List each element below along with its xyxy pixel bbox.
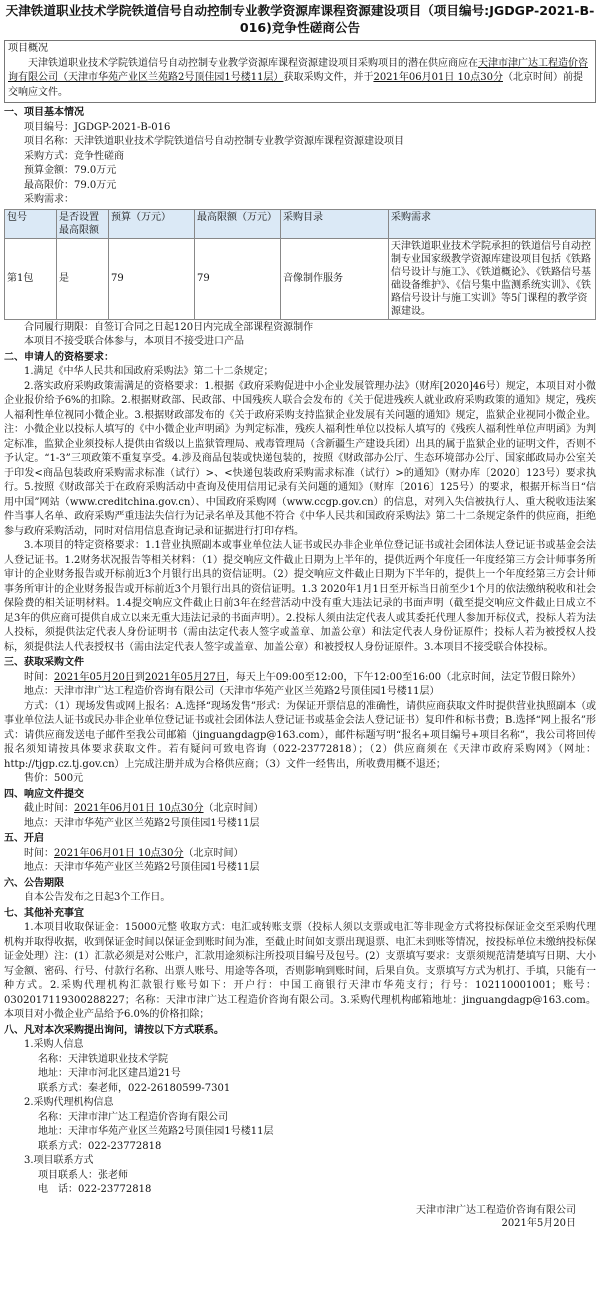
table-cell: 音像制作服务 <box>281 238 389 319</box>
contact-line: 地址：天津市华苑产业区兰苑路2号顶佳园1号楼11层 <box>38 1126 274 1137</box>
overview-text-1: 天津铁道职业技术学院铁道信号自动控制专业教学资源库课程资源建设项目采购项目的潜在供应商应在 <box>28 57 478 69</box>
table-cell: 79 <box>109 238 195 319</box>
table-header-row <box>5 209 596 238</box>
project-name: 项目名称：天津铁道职业技术学院铁道信号自动控制专业教学资源库课程资源建设项目 <box>24 136 404 147</box>
project-code: 项目编号：JGDGP-2021-B-016 <box>24 121 171 133</box>
obtain-method: 方式：（1）现场发售或网上报名：A.选择“现场发售”形式：为保证开票信息的准确性，请供应商获取文件时提供营业执照副本（或事业单位法人证书或民办非企业单位登记证书或社会团体法人登记证书或基金会法人登记证书）复印件和标书费；B.选择“网上报名”形式：请供应商发送电子邮件至我公司邮箱（jinguangdagp@163.com），邮件标题写明“报名+项目编号+项目名称”，我公司将回传报名须知请按具体要求获取文件。若有疑问可致电咨询（022-23772818）；（2）供应商须在《天津市政府采购网》（网址：http://tjgp.cz.tj.gov.cn）上完成注册并成为合格供应商；（3）文件一经售出，所收费用概不退还； <box>4 700 596 770</box>
contact-group-title: 1.采购人信息 <box>24 1039 84 1050</box>
table-cell: 天津铁道职业技术学院承担的铁道信号自动控制专业国家级教学资源库建设项目包括《铁路信号设计与施工》、《铁道概论》、《铁路信号基础设备维护》、《信号集中监测系统实训》、《铁路信号设计与施工实训》等5门课程的教学资源建设。 <box>389 238 596 319</box>
max-price: 最高限价：79.0万元 <box>24 179 117 191</box>
qualification-item: 3.本项目的特定资格要求：1.1营业执照副本或事业单位法人证书或民办非企业单位登记证书或社会团体法人登记证书或基金会法人登记证书。1.2财务状况报告等相关材料：（1）提交响应文件截止日期为上半年的，提供近两个年度任一年度经第三方会计师事务所审计的企业财务报告或开标前近3个月银行出具的资信证明。（2）提交响应文件截止日期为下半年的，提供上一个年度经第三方会计师事务所审计的企业财务报告或开标前近3个月银行出具的资信证明。1.3 2020年1月1日至开标当日前至少1个月的依法缴纳税收和社会保险费的相关证明材料。1.4提交响应文件截止日前3年在经营活动中没有重大违法记录的书面声明（截至提交响应文件截止日成立不足3年的供应商可提供自成立以来无重大违法记录的书面声明）。2.投标人须由法定代表人或其委托代理人参加开标仪式，投标人若为法人投标，须提供法定代表人身份证明书（需由法定代表人签字或盖章、加盖公章）和法定代表人身份证原件；投标人若为被授权人投标，须提供法人代表授权书（需由法定代表人签字或盖章、加盖公章）和被授权人身份证原件。3.本项目不接受联合体投标。 <box>4 540 596 653</box>
page-title: 天津铁道职业技术学院铁道信号自动控制专业教学资源库课程资源建设项目（项目编号:JGDGP-2021-B-016)竞争性磋商公告 <box>5 3 595 35</box>
table-header: 最高限额（万元） <box>195 209 281 238</box>
section-heading: 二、申请人的资格要求： <box>4 351 114 363</box>
table-header: 采购目录 <box>281 209 389 238</box>
contact-line: 联系方式：秦老师，022-26180599-7301 <box>38 1082 231 1094</box>
overview-deadline: 2021年06月01日 10点30分 <box>373 72 503 83</box>
submission-deadline-label: 截止时间： <box>24 803 74 814</box>
submission-deadline <box>4 802 596 817</box>
overview-label: 项目概况 <box>8 43 48 54</box>
overview-text-2: 获取采购文件，并于 <box>283 72 374 83</box>
table-header: 包号 <box>5 209 57 238</box>
obtain-time-sep: 到 <box>134 671 145 683</box>
obtain-time-label: 时间： <box>24 671 54 683</box>
overview-address: 天津市津广达工程造价咨询有限公司（天津市华苑产业区兰苑路2号顶佳园1号楼11层） <box>8 57 588 83</box>
contact-line: 项目联系人：张老师 <box>38 1169 128 1181</box>
table-cell: 第1包 <box>5 238 57 319</box>
announcement-page <box>4 2 596 1231</box>
overview-box <box>4 40 596 103</box>
section-heading: 五、开启 <box>4 833 44 844</box>
contact-line: 名称：天津市津广达工程造价咨询有限公司 <box>38 1111 228 1123</box>
supplementary-text: 1.本项目收取保证金：15000元整 收取方式：电汇或转账支票（投标人须以支票或电汇等非现金方式将投标保证金交至采购代理机构并取得收据，收到保证金时间以保证金到账时间为准，至截止时间如支票出现退票、电汇未到账等情况，按投标单位未缴纳投标保证金处理）注：(1）汇款必须是对公账户，汇款用途须标注所投项目编号及包号。(2）支票填写要求：支票须规范清楚填写日期、大小写金额、密码、行号、付款行名称、出票人账号、用途等各项，否则影响到账时间，后果自负。支票填写方式为机打、手填，只能有一种方式。2.采购代理机构汇款银行账号如下：开户行：中国工商银行天津市华苑支行；行号：102110001001；账号：0302017119300288227；名称：天津市津广达工程造价咨询有限公司。3.采购代理机构邮箱地址：jinguangdagp@163.com。本项目对小微企业产品给予6.0%的价格扣除； <box>4 922 596 1020</box>
contact-line: 电 话：022-23772818 <box>38 1184 152 1195</box>
opening-time <box>4 847 596 862</box>
table-row <box>5 238 596 319</box>
signature-block <box>4 1204 596 1231</box>
table-header: 是否设置最高限额 <box>57 209 109 238</box>
contact-group-title: 3.项目联系方式 <box>24 1155 94 1166</box>
signature-date: 2021年5月20日 <box>501 1218 576 1229</box>
document-price: 售价：500元 <box>24 773 84 784</box>
budget-amount: 预算金额：79.0万元 <box>24 165 117 176</box>
table-header: 采购需求 <box>389 209 596 238</box>
opening-time-value: 2021年06月01日 10点30分 <box>54 847 184 859</box>
section-heading: 六、公告期限 <box>4 877 64 889</box>
contact-line: 地址：天津市河北区建昌道21号 <box>38 1068 181 1079</box>
table-cell: 是 <box>57 238 109 319</box>
contract-term: 合同履行期限：自签订合同之日起120日内完成全部课程资源制作 <box>24 321 314 333</box>
submission-place: 地点：天津市华苑产业区兰苑路2号顶佳园1号楼11层 <box>24 817 260 829</box>
contact-group-title: 2.采购代理机构信息 <box>24 1097 114 1108</box>
contact-line: 联系方式：022-23772818 <box>38 1140 162 1152</box>
table-header: 预算（万元） <box>109 209 195 238</box>
obtain-end-date: 2021年05月27日 <box>144 671 226 683</box>
opening-time-label: 时间： <box>24 847 54 859</box>
submission-deadline-zone: （北京时间） <box>203 803 264 814</box>
overview-text <box>8 57 592 101</box>
obtain-time <box>4 671 596 686</box>
package-table <box>4 209 596 320</box>
submission-deadline-time: 2021年06月01日 10点30分 <box>74 803 204 814</box>
opening-place: 地点：天津市华苑产业区兰苑路2号顶佳园1号楼11层 <box>24 862 260 873</box>
signature-org: 天津市津广达工程造价咨询有限公司 <box>416 1204 576 1216</box>
contact-line: 名称：天津铁道职业技术学院 <box>38 1053 168 1065</box>
opening-time-zone: （北京时间） <box>183 847 244 859</box>
section-heading: 四、响应文件提交 <box>4 788 84 800</box>
consortium-note: 本项目不接受联合体参与，本项目不接受进口产品 <box>24 336 244 347</box>
announcement-period: 自本公告发布之日起3个工作日。 <box>24 892 171 903</box>
procurement-method: 采购方式：竞争性磋商 <box>24 150 124 162</box>
section-heading: 八、凡对本次采购提出询问，请按以下方式联系。 <box>4 1024 224 1036</box>
section-heading: 一、项目基本情况 <box>4 107 84 118</box>
qualification-item: 1.满足《中华人民共和国政府采购法》第二十二条规定； <box>24 366 274 377</box>
procurement-demand-label: 采购需求： <box>24 194 74 205</box>
section-heading: 三、获取采购文件 <box>4 657 84 668</box>
table-cell: 79 <box>195 238 281 319</box>
qualification-item: 2.落实政府采购政策需满足的资格要求：1.根据《政府采购促进中小企业发展管理办法》（财库[2020]46号）规定，本项目对小微企业报价给予6%的扣除。2.根据财政部、民政部、中国残疾人联合会发布的《关于促进残疾人就业政府采购政策的通知》规定，残疾人福利性单位视同小微企业。3.根据财政部发布的《关于政府采购支持监狱企业发展有关问题的通知》规定，监狱企业视同小微企业。注：小微企业以投标人填写的《中小微企业声明函》为判定标准，残疾人福利性单位以投标人填写的《残疾人福利性单位声明函》为判定标准，监狱企业须投标人提供由省级以上监狱管理局、戒毒管理局（含新疆生产建设兵团）出具的属于监狱企业的证明文件，否则不予认定。“1-3”三项政策不重复享受。4.涉及商品包装或快递包装的，按照《财政部办公厅、生态环境部办公厅、国家邮政局办公室关于印发<商品包装政府采购需求标准（试行）>、<快递包装政府采购需求标准（试行）>的通知》（财办库〔2020〕123号）要求执行。5.按照《财政部关于在政府采购活动中查询及使用信用记录有关问题的通知》（财库〔2016〕125号）的要求，根据开标当日“信用中国”网站（www.creditchina.gov.cn）、中国政府采购网（www.ccgp.gov.cn）的信息，对列入失信被执行人、重大税收违法案件当事人名单、政府采购严重违法失信行为记录名单及其他不符合《中华人民共和国政府采购法》第二十二条规定条件的供应商，拒绝参与政府采购活动，同时对信用信息查询记录和证据进行打印存档。 <box>4 380 596 537</box>
obtain-start-date: 2021年05月20日 <box>54 671 135 683</box>
overview-text-3: （北京时间）前提交响应文件。 <box>8 72 583 98</box>
obtain-time-hours: ，每天上午09:00至12:00，下午12:00至16:00（北京时间，法定节假日除外） <box>225 671 582 683</box>
section-heading: 七、其他补充事宜 <box>4 907 84 919</box>
obtain-place: 地点：天津市津广达工程造价咨询有限公司（天津市华苑产业区兰苑路2号顶佳园1号楼11层） <box>24 686 440 697</box>
